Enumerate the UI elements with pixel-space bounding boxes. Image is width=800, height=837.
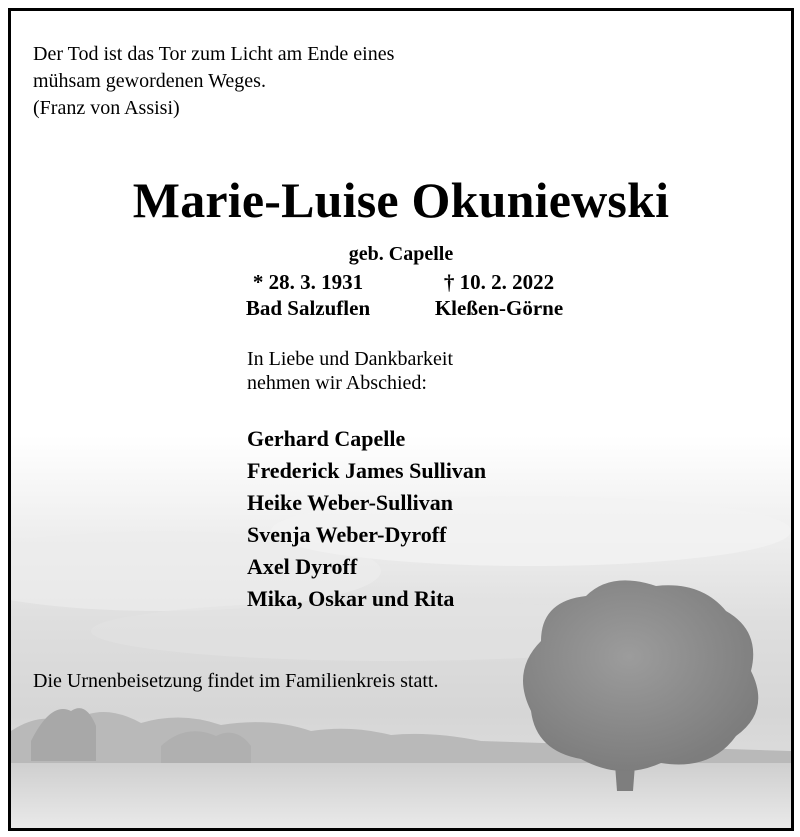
- farewell-line: nehmen wir Abschied:: [247, 372, 427, 394]
- death-date: † 10. 2. 2022: [443, 270, 555, 294]
- death-place: Kleßen-Görne: [434, 296, 564, 320]
- mourner-name: Gerhard Capelle: [247, 426, 406, 451]
- mourners-list: [247, 423, 486, 615]
- quote: [33, 41, 394, 122]
- mourner-name: Frederick James Sullivan: [247, 458, 487, 483]
- quote-line: mühsam gewordenen Weges.: [33, 70, 266, 92]
- birth-name: geb. Capelle: [348, 243, 454, 265]
- mourner-name: Heike Weber-Sullivan: [247, 490, 453, 515]
- landscape-background: [11, 11, 791, 828]
- obituary-frame: [8, 8, 794, 831]
- farewell-line: In Liebe und Dankbarkeit: [247, 348, 454, 370]
- birth-place: Bad Salzuflen: [245, 296, 371, 320]
- mourner-name: Svenja Weber-Dyroff: [247, 522, 447, 547]
- quote-author: (Franz von Assisi): [33, 97, 180, 119]
- mourner-name: Mika, Oskar und Rita: [247, 586, 455, 611]
- deceased-name: Marie-Luise Okuniewski: [132, 172, 670, 228]
- burial-note: Die Urnenbeisetzung findet im Familienkreis statt.: [33, 670, 439, 692]
- quote-line: Der Tod ist das Tor zum Licht am Ende eines: [33, 43, 395, 65]
- birth-info: [223, 269, 393, 321]
- birth-date: * 28. 3. 1931: [252, 270, 364, 294]
- death-info: [409, 269, 589, 321]
- farewell-text: [247, 347, 453, 395]
- mourner-name: Axel Dyroff: [247, 554, 358, 579]
